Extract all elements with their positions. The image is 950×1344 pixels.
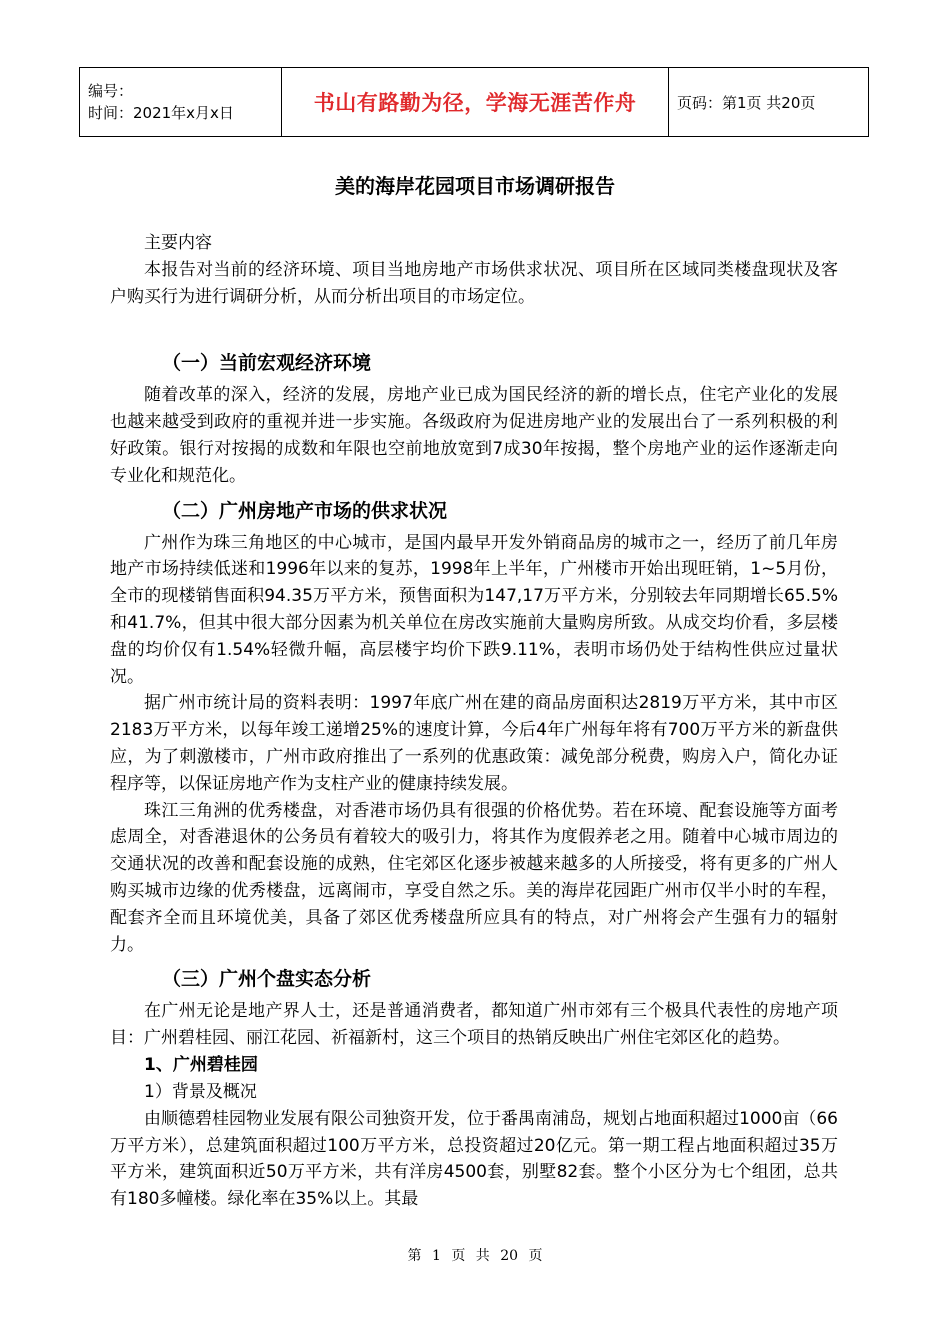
header-table — [79, 67, 869, 137]
footer-ye-2: 页 — [528, 1248, 543, 1264]
summary-paragraph: 本报告对当前的经济环境、项目当地房地产市场供求状况、项目所在区域同类楼盘现状及客户购买行为进行调研分析，从而分析出项目的市场定位。 — [110, 259, 838, 307]
section2-paragraph-3: 珠江三角洲的优秀楼盘，对香港市场仍具有很强的价格优势。若在环境、配套设施等方面考虑周全，对香港退休的公务员有着较大的吸引力，将其作为度假养老之用。随着中心城市周边的交通状况的改善和配套设施的成熟，住宅郊区化逐步被越来越多的人所接受，将有更多的广州人购买城市边缘的优秀楼盘，远离闹市，享受自然之乐。美的海岸花园距广州市仅半小时的车程，配套齐全而且环境优美，具备了郊区优秀楼盘所应具有的特点，对广州将会产生强有力的辐射力。 — [110, 800, 838, 955]
section2-paragraph-1: 广州作为珠三角地区的中心城市，是国内最早开发外销商品房的城市之一，经历了前几年房地产市场持续低迷和1996年以来的复苏，1998年上半年，广州楼市开始出现旺销，1~5月份，全市的现楼销售面积94.35万平方米，预售面积为147,17万平方米，分别较去年同期增长65.5%和41.7%，但其中很大部分因素为机关单位在房改实施前大量购房所致。从成交均价看，多层楼盘的均价仅有1.54%轻微升幅，高层楼宇均价下跌9.11%，表明市场仍处于结构性供应过量状况。 — [110, 532, 838, 687]
summary-heading: 主要内容 — [144, 233, 212, 253]
section3-paragraph-2: 由顺德碧桂园物业发展有限公司独资开发，位于番禺南浦岛，规划占地面积超过1000亩（66万平方米），总建筑面积超过100万平方米，总投资超过20亿元。第一期工程占地面积超过35万平方米，建筑面积近50万平方米，共有洋房4500套，别墅82套。整个小区分为七个组团，总共有180多幢楼。绿化率在35%以上。其最 — [110, 1108, 838, 1210]
time-label: 时间：2021年x月x日 — [88, 104, 234, 122]
footer-total-pages: 20 — [500, 1248, 519, 1264]
document-title: 美的海岸花园项目市场调研报告 — [335, 174, 615, 198]
number-label: 编号： — [88, 82, 134, 100]
header-page-info: 页码：第1页 共20页 — [669, 68, 869, 137]
footer-di: 第 — [407, 1248, 422, 1264]
footer-gong: 共 — [475, 1248, 490, 1264]
section3-subheading: 1、广州碧桂园 — [144, 1054, 258, 1075]
section3-paragraph-1: 在广州无论是地产界人士，还是普通消费者，都知道广州市郊有三个极具代表性的房地产项目：广州碧桂园、丽江花园、祈福新村，这三个项目的热销反映出广州住宅郊区化的趋势。 — [110, 1001, 838, 1049]
section2-heading: （二）广州房地产市场的供求状况 — [162, 499, 448, 522]
section3-heading: （三）广州个盘实态分析 — [162, 968, 372, 991]
section3-subitem: 1）背景及概况 — [144, 1081, 257, 1102]
header-meta-cell — [80, 68, 282, 137]
page-footer — [0, 1245, 950, 1265]
footer-page-number: 1 — [431, 1248, 441, 1264]
header-motto-cell — [282, 68, 669, 137]
section1-paragraph: 随着改革的深入，经济的发展，房地产业已成为国民经济的新的增长点，住宅产业化的发展也越来越受到政府的重视并进一步实施。各级政府为促进房地产业的发展出台了一系列积极的利好政策。银行对按揭的成数和年限也空前地放宽到7成30年按揭，整个房地产业的运作逐渐走向专业化和规范化。 — [110, 385, 838, 486]
motto-text: 书山有路勤为径，学海无涯苦作舟 — [313, 91, 637, 115]
section2-paragraph-2: 据广州市统计局的资料表明：1997年底广州在建的商品房面积达2819万平方米，其中市区2183万平方米，以每年竣工递增25%的速度计算，今后4年广州每年将有700万平方米的新盘供应，为了刺激楼市，广州市政府推出了一系列的优惠政策：减免部分税费，购房入户，简化办证程序等，以保证房地产作为支柱产业的健康持续发展。 — [110, 693, 838, 794]
document-body — [110, 230, 838, 1213]
footer-ye: 页 — [451, 1248, 466, 1264]
section1-heading: （一）当前宏观经济环境 — [162, 352, 372, 375]
